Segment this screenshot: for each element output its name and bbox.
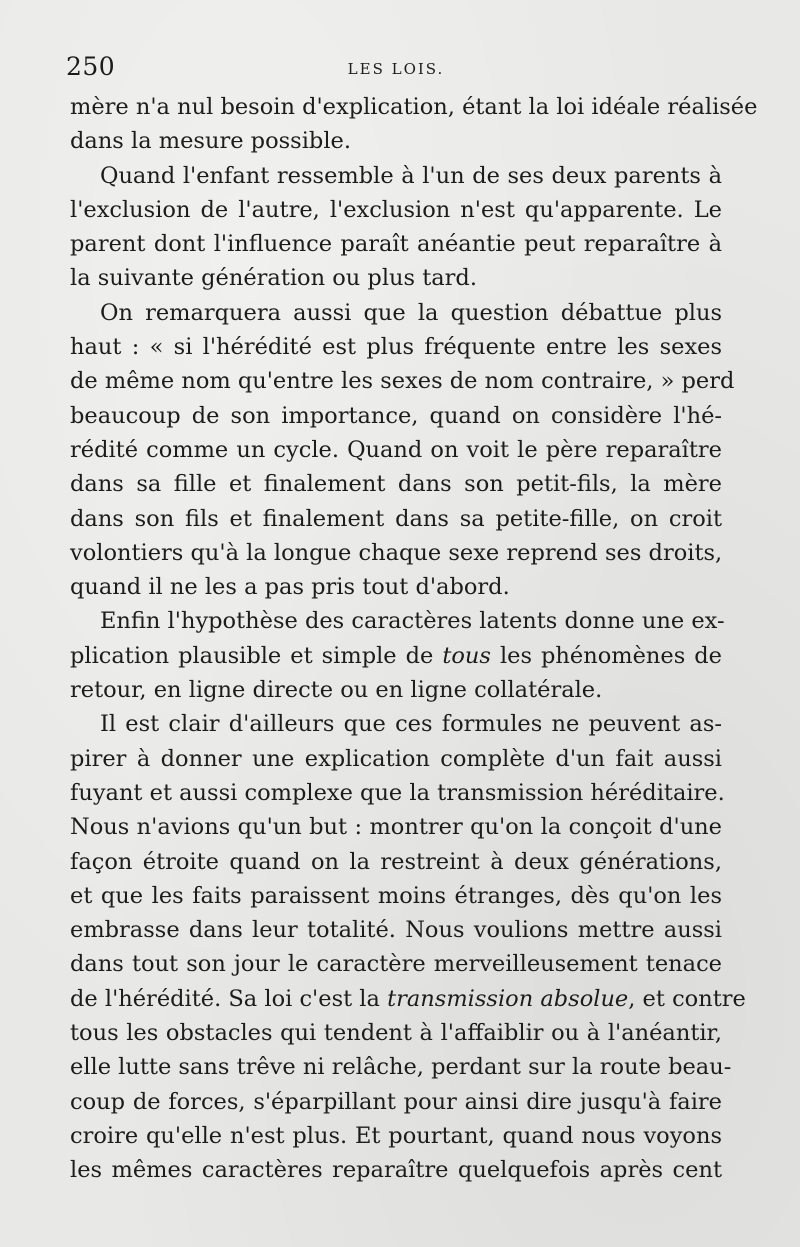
text-line xyxy=(70,227,722,261)
text-line xyxy=(70,124,722,158)
text-line-content: croire qu'elle n'est plus. Et pourtant, quand nous voyons xyxy=(70,1122,722,1149)
text-line-content: dans tout son jour le caractère merveilleusement tenace xyxy=(70,951,722,978)
text-line xyxy=(70,364,735,398)
text-line-content: mère n'a nul besoin d'explication, étant la loi idéale réalisée xyxy=(70,94,758,120)
text-line-content: elle lutte sans trêve ni relâche, perdant sur la route beau- xyxy=(70,1054,732,1081)
text-line xyxy=(70,159,722,193)
text-line xyxy=(70,330,722,364)
text-line-content: fuyant et aussi complexe que la transmission héréditaire. xyxy=(70,779,725,806)
text-line xyxy=(70,1016,722,1050)
text-line xyxy=(70,604,725,638)
text-line xyxy=(70,467,722,501)
text-line xyxy=(70,399,722,433)
text-line-content: la suivante génération ou plus tard. xyxy=(70,265,477,292)
page-number: 250 xyxy=(66,52,116,81)
text-line xyxy=(70,433,722,467)
text-line-content: l'exclusion de l'autre, l'exclusion n'est qu'apparente. Le xyxy=(70,196,722,223)
text-line-content: et que les faits paraissent moins étranges, dès qu'on les xyxy=(70,882,722,909)
text-line-content: plication plausible et simple de xyxy=(70,642,443,669)
text-line xyxy=(70,707,722,741)
italic-emphasis: transmission absolue xyxy=(387,985,629,1012)
text-line-content: Quand l'enfant ressemble à l'un de ses deux parents à xyxy=(100,162,722,189)
text-line xyxy=(70,1085,722,1119)
italic-emphasis: tous xyxy=(442,642,491,669)
text-line-content: parent dont l'influence paraît anéantie peut reparaître à xyxy=(70,231,722,258)
text-line xyxy=(70,90,758,124)
text-line xyxy=(70,536,722,570)
text-line xyxy=(70,913,722,947)
text-line xyxy=(70,742,722,776)
text-line-content: rédité comme un cycle. Quand on voit le père reparaître xyxy=(70,436,722,463)
text-line-content: Enfin l'hypothèse des caractères latents donne une ex- xyxy=(100,608,725,635)
text-line-content: haut : « si l'hérédité est plus fréquente entre les sexes xyxy=(70,334,722,361)
text-line-content: dans la mesure possible. xyxy=(70,128,351,155)
text-line xyxy=(70,845,722,879)
text-line-content: coup de forces, s'éparpillant pour ainsi dire jusqu'à faire xyxy=(70,1088,722,1115)
text-line-content: les mêmes caractères reparaître quelquefois après cent xyxy=(70,1157,722,1184)
text-line xyxy=(70,982,746,1016)
text-line xyxy=(70,947,722,981)
text-line-content: On remarquera aussi que la question débattue plus xyxy=(100,299,722,326)
text-line xyxy=(70,193,722,227)
text-line xyxy=(70,570,722,604)
text-line xyxy=(70,1153,722,1187)
text-line-continuation: les phénomènes de xyxy=(490,642,723,669)
text-line-content: beaucoup de son importance, quand on considère l'hé- xyxy=(70,402,722,429)
text-line xyxy=(70,776,725,810)
text-line-content: retour, en ligne directe ou en ligne collatérale. xyxy=(70,677,603,704)
text-line xyxy=(70,502,722,536)
page-header xyxy=(66,52,726,88)
text-line-content: tous les obstacles qui tendent à l'affaiblir ou à l'anéantir, xyxy=(70,1020,722,1047)
text-line-content: de l'hérédité. Sa loi c'est la xyxy=(70,985,388,1012)
text-line-content: de même nom qu'entre les sexes de nom contraire, » perd xyxy=(70,368,735,395)
text-line xyxy=(70,810,722,844)
text-line-content: embrasse dans leur totalité. Nous voulions mettre aussi xyxy=(70,917,722,944)
text-line-content: dans sa fille et finalement dans son petit-fils, la mère xyxy=(70,471,722,498)
text-line xyxy=(70,1050,732,1084)
text-line-content: dans son fils et finalement dans sa petite-fille, on croit xyxy=(70,505,722,532)
body-text xyxy=(70,90,758,1188)
text-line xyxy=(70,879,722,913)
text-line-continuation: , et contre xyxy=(628,985,746,1012)
running-head: LES LOIS. xyxy=(347,60,445,78)
text-line-content: Il est clair d'ailleurs que ces formules ne peuvent as- xyxy=(100,711,722,738)
text-line-content: volontiers qu'à la longue chaque sexe reprend ses droits, xyxy=(70,539,723,566)
text-line-content: Nous n'avions qu'un but : montrer qu'on la conçoit d'une xyxy=(70,814,722,841)
text-line-content: façon étroite quand on la restreint à deux générations, xyxy=(70,848,722,875)
text-line xyxy=(70,261,722,295)
text-line xyxy=(70,1119,722,1153)
text-line-content: pirer à donner une explication complète d'un fait aussi xyxy=(70,745,722,772)
text-line-content: quand il ne les a pas pris tout d'abord. xyxy=(70,574,510,601)
text-line xyxy=(70,296,722,330)
text-line xyxy=(70,673,722,707)
text-line xyxy=(70,639,722,673)
